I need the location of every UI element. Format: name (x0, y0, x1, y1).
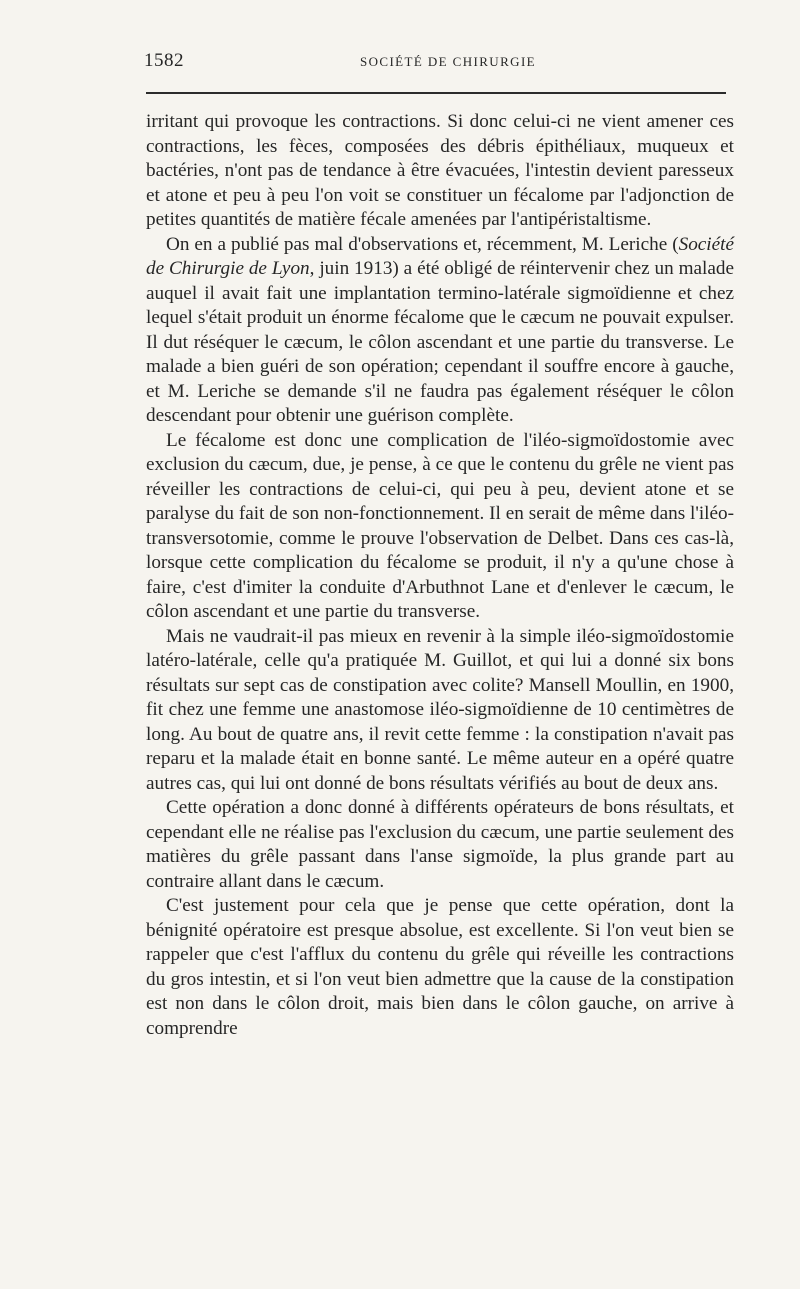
body-text (146, 110, 734, 1041)
running-title: SOCIÉTÉ DE CHIRURGIE (359, 54, 537, 69)
paragraph: C'est justement pour cela que je pense que cette opération, dont la bénignité opératoire est presque absolue, est excellente. Si l'on veut bien se rappeler que c'est l'afflux du contenu du grêle qui réveille les contractions du gros intestin, et si l'on veut bien admettre que la cause de la constipation est non dans le côlon droit, mais bien dans le côlon gauche, on arrive à comprendre (146, 895, 734, 1039)
paragraph-continued: irritant qui provoque les contractions. Si donc celui-ci ne vient amener ces contractions, les fèces, composées des débris épithéliaux, muqueux et bactéries, n'ont pas de tendance à être évacuées, l'intestin devient paresseux et atone et peu à peu l'on voit se constituer un fécalome par l'adjonction de petites quantités de matière fécale amenées par l'antipéristaltisme. (146, 111, 734, 230)
paragraph-text: On en a publié pas mal d'observations et, récemment, M. Leriche ( (166, 233, 679, 255)
paragraph: Mais ne vaudrait-il pas mieux en revenir à la simple iléo-sigmoïdostomie latéro-latérale, celle qu'a pratiquée M. Guillot, et qui lui a donné six bons résultats sur sept cas de constipation avec colite? Mansell Moullin, en 1900, fit chez une femme une anastomose iléo-sigmoïdienne de 10 centimètres de long. Au bout de quatre ans, il revit cette femme : la constipation n'avait pas reparu et la malade était en bonne santé. Le même auteur en a opéré quatre autres cas, qui lui ont donné de bons résultats vérifiés au bout de deux ans. (146, 625, 734, 794)
page-number: 1582 (144, 50, 184, 71)
header-rule (146, 92, 726, 94)
paragraph-text: , juin 1913) a été obligé de réintervenir chez un malade auquel il avait fait une implantation termino-latérale sigmoïdienne et chez lequel s'était produit un énorme fécalome que le cæcum ne pouvait expulser. Il dut réséquer le cæcum, le côlon ascendant et une partie du transverse. Le malade a bien guéri de son opération; cependant il souffre encore à gauche, et M. Leriche se demande s'il ne faudra pas également réséquer le côlon descendant pour obtenir une guérison complète. (146, 258, 734, 426)
paragraph: Le fécalome est donc une complication de l'iléo-sigmoïdostomie avec exclusion du cæcum, due, je pense, à ce que le contenu du grêle ne vient pas réveiller les contractions de celui-ci, qui peu à peu, devient atone et se paralyse du fait de son non-fonctionnement. Il en serait de même dans l'iléo-transversotomie, comme le prouve l'observation de Delbet. Dans ces cas-là, lorsque cette complication du fécalome se produit, il n'y a qu'une chose à faire, c'est d'imiter la conduite d'Arbuthnot Lane et d'enlever le cæcum, le côlon ascendant et une partie du transverse. (146, 429, 734, 622)
paragraph: Cette opération a donc donné à différents opérateurs de bons résultats, et cependant elle ne réalise pas l'exclusion du cæcum, une partie seulement des matières du grêle passant dans l'anse sigmoïde, la plus grande part au contraire allant dans le cæcum. (146, 797, 734, 892)
journal-title: Société de Chirurgie de Lyon (146, 233, 734, 279)
paragraph (146, 233, 734, 429)
page-header (144, 50, 728, 80)
